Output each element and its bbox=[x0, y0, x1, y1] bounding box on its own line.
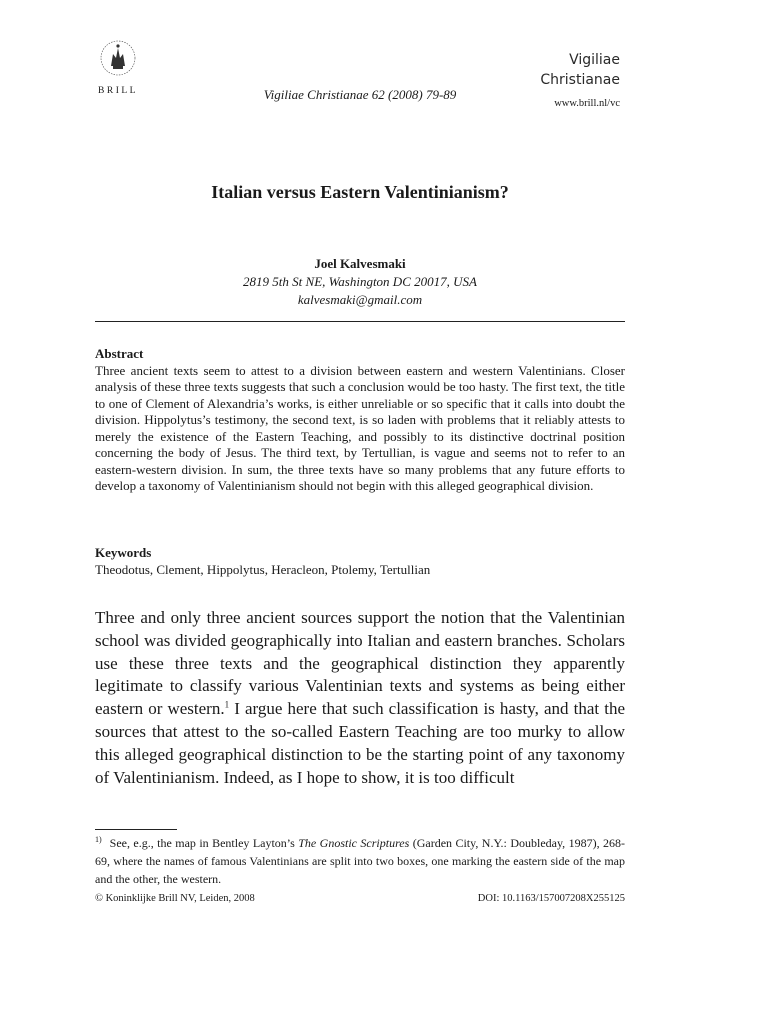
running-head: Vigiliae Christianae 62 (2008) 79-89 bbox=[263, 87, 457, 102]
body-text-part1: Three and only three ancient sources support the notion that the Valentinian school was divided geographically into Italian and eastern branches. Scholars use these three texts and the geographical distinction they apparently legitimate to classify various Valentinian texts and systems as being either eastern or western. bbox=[95, 608, 625, 719]
keywords-section bbox=[95, 545, 625, 578]
footnote-text-part1: See, e.g., the map in Bentley Layton’s bbox=[109, 836, 299, 850]
journal-name-line2: Christianae bbox=[540, 72, 620, 88]
footnote-rule bbox=[95, 829, 177, 830]
abstract-heading: Abstract bbox=[95, 346, 144, 361]
journal-url[interactable]: www.brill.nl/vc bbox=[554, 98, 620, 109]
copyright: © Koninklijke Brill NV, Leiden, 2008 bbox=[95, 893, 255, 904]
footnote-text-part2: (Garden City, N.Y.: Doubleday, 1987), 268-69, where the names of famous Valentinians are split into two boxes, one marking the eastern side of the map and the other, the western. bbox=[95, 836, 626, 886]
body-paragraph bbox=[95, 607, 625, 789]
author-block bbox=[95, 255, 625, 309]
abstract-section bbox=[95, 346, 625, 495]
body-text-part2: I argue here that such classification is hasty, and that the sources that attest to the so-called Eastern Teaching are too murky to allow this alleged geographical distinction to be the starting point of any taxonomy of Valentinianism. Indeed, as I hope to show, it is too difficult bbox=[95, 699, 625, 787]
footnote-mark: 1) bbox=[95, 835, 102, 844]
author-affiliation: 2819 5th St NE, Washington DC 20017, USA bbox=[243, 274, 477, 289]
footnote-book-title: The Gnostic Scriptures bbox=[298, 836, 410, 850]
abstract-text: Three ancient texts seem to attest to a division between eastern and western Valentinians. Closer analysis of these three texts suggests that such a conclusion would be too hasty. The first text, the title to one of Clement of Alexandria’s works, is either unreliable or so specific that it calls into doubt the division. Hippolytus’s testimony, the second text, is so laden with problems that it reliably attests to merely the existence of the Eastern Teaching, and possibly to its distinctive doctrinal position concerning the body of Jesus. The third text, by Tertullian, is vague and seems not to refer to an eastern-western division. In sum, the three texts have so many problems that any future efforts to develop a taxonomy of Valentinianism should not begin with this alleged geographical division. bbox=[95, 362, 625, 493]
publisher-name: BRILL bbox=[98, 86, 138, 96]
footnote-text bbox=[95, 834, 625, 888]
article-title: Italian versus Eastern Valentinianism? bbox=[211, 182, 509, 202]
journal-name-line1: Vigiliae bbox=[569, 52, 620, 68]
body-text bbox=[95, 607, 625, 789]
brill-seal-icon bbox=[97, 36, 139, 84]
keywords-heading: Keywords bbox=[95, 545, 152, 560]
author-email[interactable]: kalvesmaki@gmail.com bbox=[297, 292, 423, 307]
author-name: Joel Kalvesmaki bbox=[314, 256, 406, 271]
keywords-text: Theodotus, Clement, Hippolytus, Heracleon, Ptolemy, Tertullian bbox=[95, 561, 431, 577]
journal-mark bbox=[540, 50, 620, 109]
doi[interactable]: DOI: 10.1163/157007208X255125 bbox=[477, 893, 625, 904]
footnote bbox=[95, 834, 625, 888]
page-footer bbox=[95, 893, 625, 904]
title-rule bbox=[95, 321, 625, 322]
publisher-logo bbox=[95, 36, 141, 96]
footnote-reference[interactable]: 1 bbox=[224, 699, 230, 710]
